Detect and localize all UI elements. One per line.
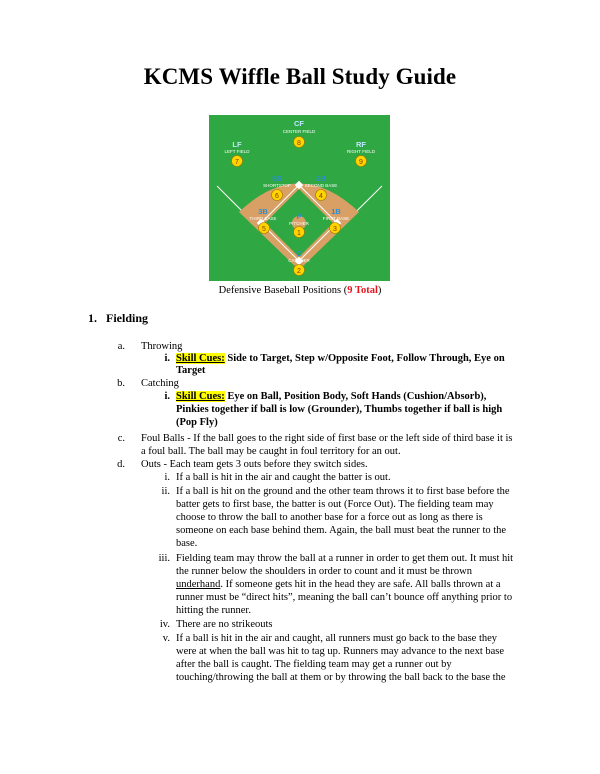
list-marker: v.	[162, 633, 170, 644]
caption-text: Defensive Baseball Positions (	[218, 285, 348, 296]
position-abbr: RF	[356, 140, 366, 149]
outs-rule-iii: Fielding team may throw the ball at a runner in order to get them out. It must hit	[176, 553, 514, 564]
skill-cues-catching-cont: Pinkies together if ball is low (Grounder), Thumbs together if ball is high	[176, 404, 503, 415]
position-name: SHORTSTOP	[263, 183, 291, 188]
underhand-text: underhand	[176, 579, 221, 590]
skill-cues-catching	[176, 390, 486, 403]
outs-rule-ii-cont: choose to throw the ball to another base for a force out as long as there is	[176, 512, 483, 523]
outs-rule-v-cont: touching/throwing the ball at them or by throwing the ball back to the base the	[176, 672, 506, 683]
item-foul-balls: Foul Balls - If the ball goes to the right side of first base or the left side of third base it is	[141, 433, 513, 444]
position-abbr: C	[296, 249, 302, 258]
position-name: PITCHER	[289, 221, 309, 226]
position-number: 7	[235, 159, 239, 166]
list-marker: ii.	[161, 486, 170, 497]
position-abbr: 2B	[316, 174, 326, 183]
position-abbr: CF	[294, 119, 304, 128]
outs-rule-v-cont: were at when the ball was hit to tag up. Runners may advance to the next base	[176, 646, 505, 657]
position-abbr: LF	[232, 140, 242, 149]
position-name: THIRD BASE	[249, 216, 277, 221]
list-marker: i.	[164, 472, 170, 483]
page-title: KCMS Wiffle Ball Study Guide	[143, 64, 457, 89]
caption-total: 9 Total	[347, 285, 378, 296]
outs-rule-ii-cont: someone on each base behind them. Again, the ball must beat the runner to the	[176, 525, 507, 536]
position-number: 8	[297, 140, 301, 147]
skill-cues-text: Eye on Ball, Position Body, Soft Hands (Cushion/Absorb),	[224, 391, 487, 402]
list-marker: c.	[117, 433, 125, 444]
skill-cues-throwing	[176, 352, 505, 365]
skill-cues-throwing-cont: Target	[176, 365, 206, 376]
list-marker: d.	[117, 459, 125, 470]
outs-rule-iv: There are no strikeouts	[176, 619, 273, 630]
section-title: Fielding	[106, 311, 149, 325]
position-name: CATCHER	[288, 258, 310, 263]
position-name: RIGHT FIELD	[347, 149, 375, 154]
position-name: FIRST BASE	[322, 216, 350, 221]
item-foul-balls-cont: a foul ball. The ball may be caught in foul territory for an out.	[141, 446, 401, 457]
outs-rule-ii-cont: batter gets to first base, the batter is out (Force Out). The fielding team may	[176, 499, 494, 510]
list-marker: iii.	[158, 553, 170, 564]
position-number: 2	[297, 268, 301, 275]
section-heading	[88, 311, 148, 326]
outs-rule-iii-cont: hitting the runner.	[176, 605, 251, 616]
caption-close: )	[377, 285, 382, 296]
position-number: 9	[359, 159, 363, 166]
diagram-caption	[0, 285, 600, 296]
item-catching: Catching	[141, 378, 179, 389]
skill-cues-label: Skill Cues:	[176, 353, 225, 364]
baseball-positions-diagram	[209, 115, 390, 281]
outs-rule-iii-cont: runner must be “direct hits”, meaning the ball can’t bounce off anything prior to	[176, 592, 513, 603]
list-marker: b.	[117, 378, 125, 389]
position-number: 6	[275, 193, 279, 200]
position-abbr: 1B	[331, 207, 341, 216]
position-name: CENTER FIELD	[282, 129, 316, 134]
outs-rule-i: If a ball is hit in the air and caught the batter is out.	[176, 472, 391, 483]
list-marker: iv.	[159, 619, 170, 630]
list-marker: i.	[164, 353, 170, 364]
outs-rule-ii-cont: base.	[176, 538, 198, 549]
list-marker: a.	[117, 341, 125, 352]
position-abbr: P	[296, 212, 302, 221]
outs-rule-v: If a ball is hit in the air and caught, all runners must go back to the base they	[176, 633, 498, 644]
list-marker: i.	[164, 391, 170, 402]
skill-cues-text: Side to Target, Step w/Opposite Foot, Follow Through, Eye on	[224, 353, 505, 364]
outs-rule-iii-cont: the runner below the shoulders in order to count and it must be thrown	[176, 566, 472, 577]
outs-rule-iii-cont	[176, 578, 501, 591]
outs-rule-ii: If a ball is hit on the ground and the other team throws it to first base before the	[176, 486, 510, 497]
position-number: 1	[297, 230, 301, 237]
position-abbr: SS	[271, 174, 283, 183]
outs-rule-iii-text: . If someone gets hit in the head they are safe. All balls thrown at a	[220, 579, 501, 590]
skill-cues-catching-cont: (Pop Fly)	[176, 417, 218, 428]
position-number: 3	[333, 226, 337, 233]
section-number: 1.	[88, 311, 97, 325]
skill-cues-label: Skill Cues:	[176, 391, 225, 402]
item-outs: Outs - Each team gets 3 outs before they switch sides.	[141, 459, 368, 470]
position-name: LEFT FIELD	[224, 149, 250, 154]
item-throwing: Throwing	[141, 341, 183, 352]
position-number: 5	[262, 226, 266, 233]
outs-rule-v-cont: after the ball is caught. The fielding team may get a runner out by	[176, 659, 452, 670]
position-name: SECOND BASE	[304, 183, 338, 188]
position-number: 4	[319, 193, 323, 200]
position-abbr: 3B	[258, 207, 268, 216]
